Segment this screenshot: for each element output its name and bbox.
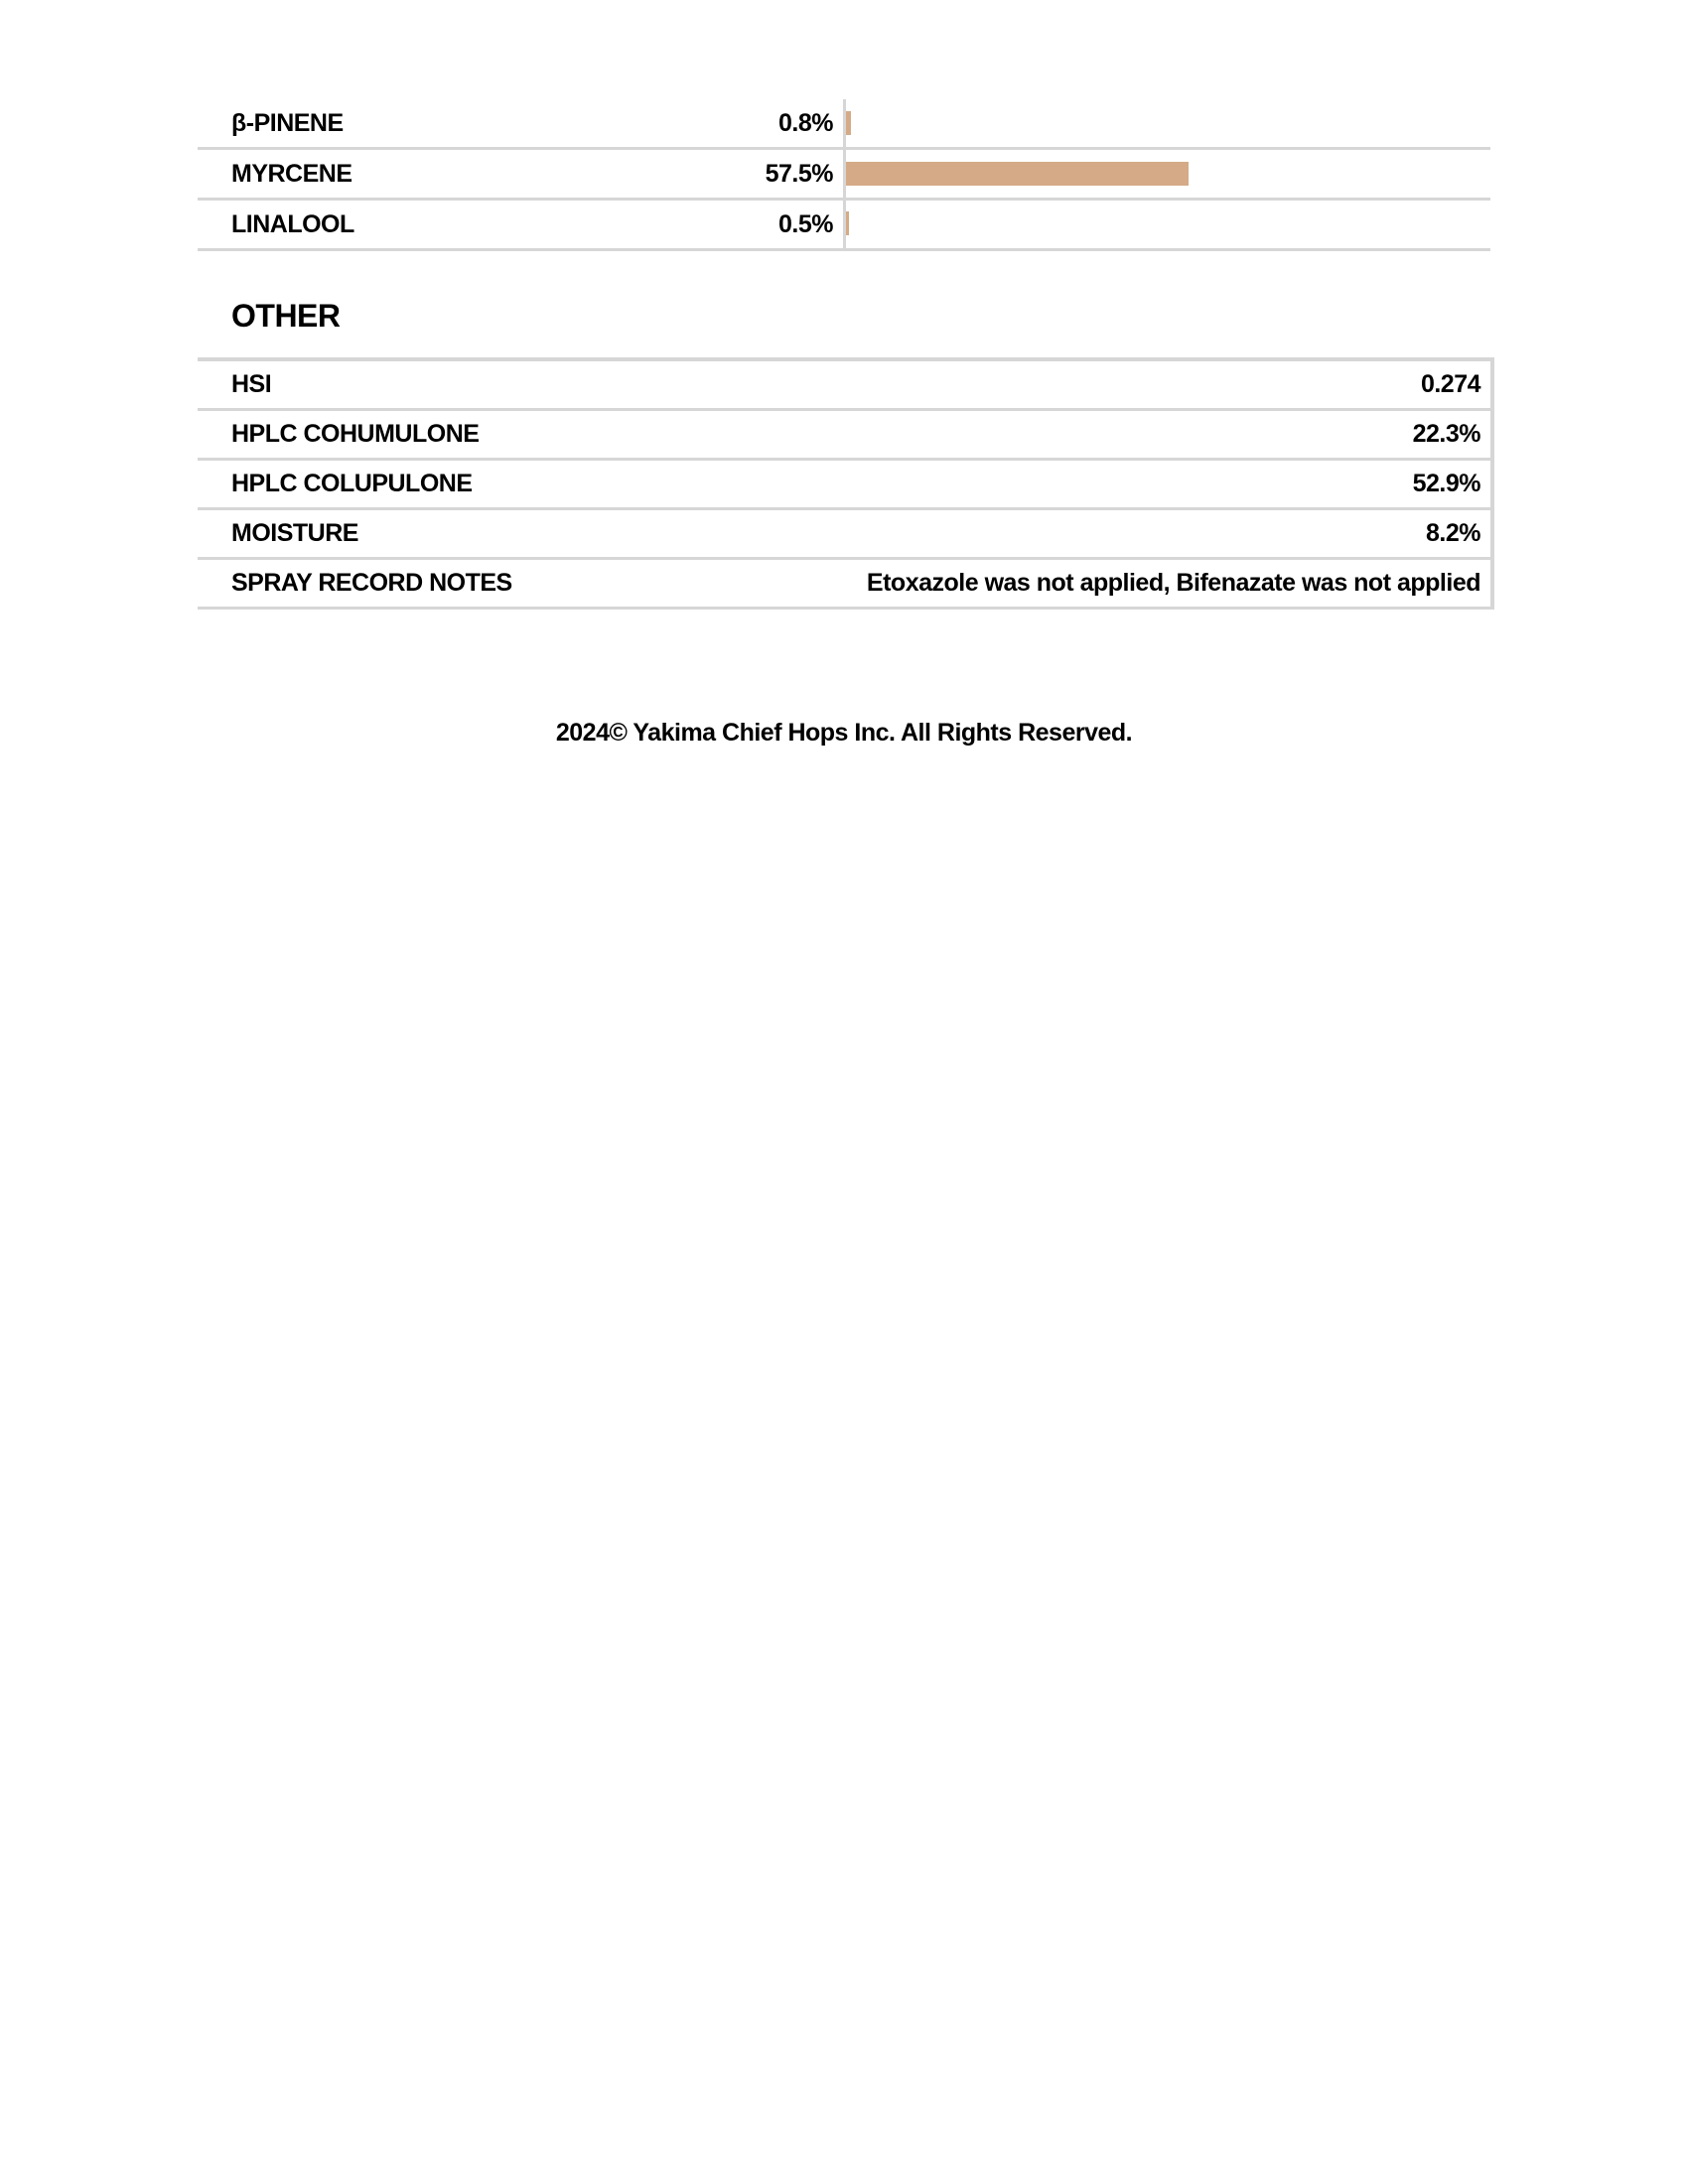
terpene-name: LINALOOL xyxy=(231,210,354,238)
other-row-hplc-colupulone xyxy=(198,461,1490,510)
terpene-value: 57.5% xyxy=(765,160,833,188)
other-label: MOISTURE xyxy=(231,519,358,547)
other-value: 8.2% xyxy=(1426,519,1480,547)
section-title-other: OTHER xyxy=(231,298,341,334)
terpene-bar-linalool xyxy=(846,211,849,235)
other-label: HPLC COLUPULONE xyxy=(231,470,473,497)
other-value: 0.274 xyxy=(1420,370,1480,398)
footer-copyright: 2024© Yakima Chief Hops Inc. All Rights Reserved. xyxy=(555,719,1133,747)
other-row-hplc-cohumulone xyxy=(198,411,1490,461)
other-label: HPLC COHUMULONE xyxy=(231,420,480,448)
terpene-bar-beta-pinene xyxy=(846,111,851,135)
terpene-bar-myrcene xyxy=(846,162,1189,186)
other-value: 22.3% xyxy=(1412,420,1480,448)
terpene-value: 0.8% xyxy=(778,109,833,137)
other-label: HSI xyxy=(231,370,272,398)
other-value: Etoxazole was not applied, Bifenazate was not applied xyxy=(866,569,1480,597)
other-row-hsi xyxy=(198,361,1490,411)
other-table xyxy=(198,357,1494,610)
terpene-value: 0.5% xyxy=(778,210,833,238)
terpene-name: MYRCENE xyxy=(231,160,352,188)
terpene-name: β-PINENE xyxy=(231,109,344,137)
other-label: SPRAY RECORD NOTES xyxy=(231,569,512,597)
other-row-moisture xyxy=(198,510,1490,560)
other-row-spray-record-notes xyxy=(198,560,1490,610)
other-value: 52.9% xyxy=(1412,470,1480,497)
